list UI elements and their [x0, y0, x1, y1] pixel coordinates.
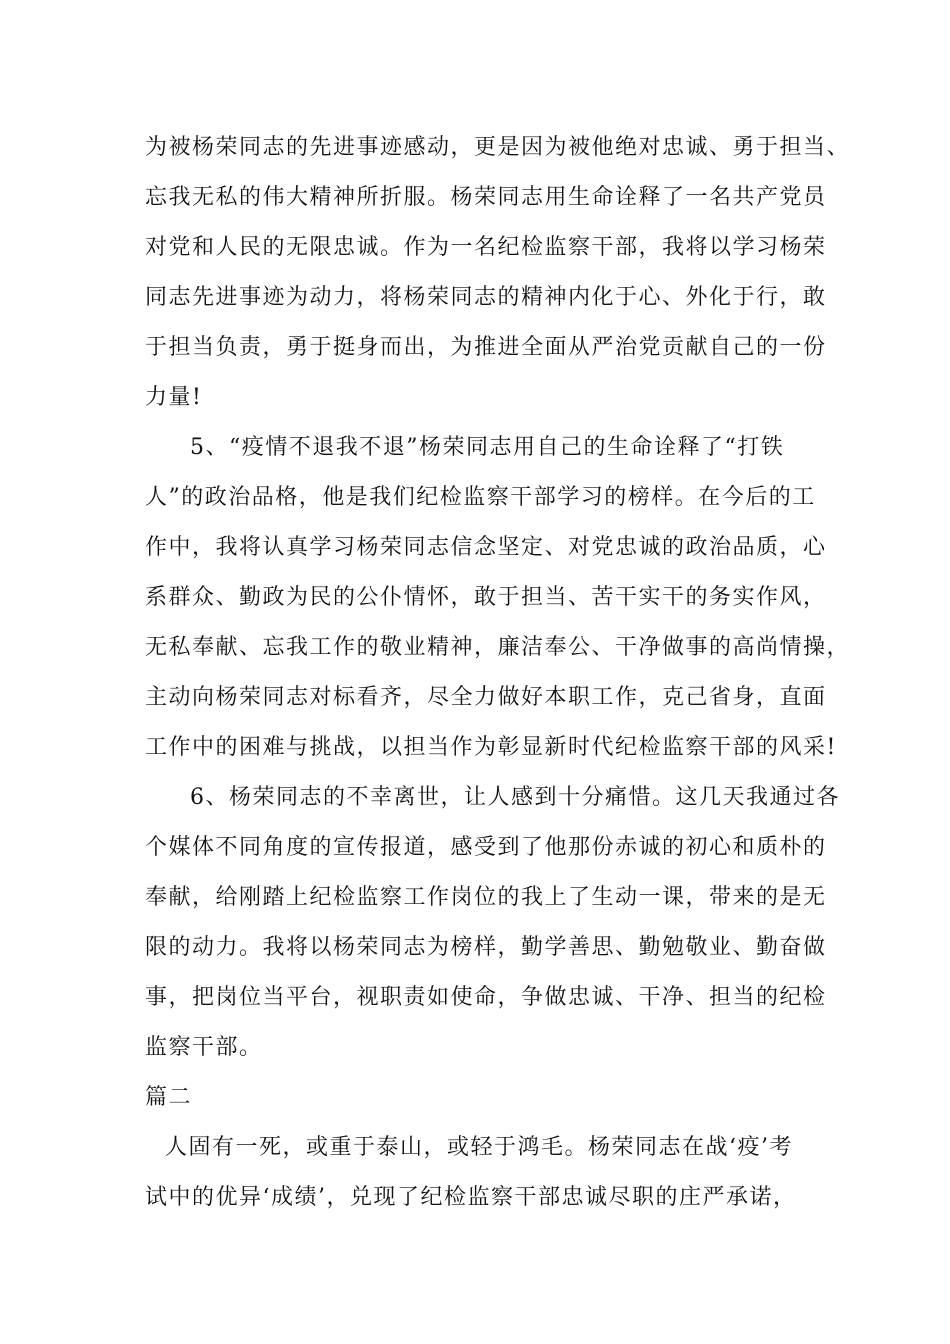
text-line: 作中，我将认真学习杨荣同志信念坚定、对党忠诚的政治品质，心	[145, 535, 827, 560]
text-line: 事，把岗位当平台，视职责如使命，争做忠诚、干净、担当的纪检	[145, 985, 827, 1010]
text-line: 力量!	[145, 385, 203, 410]
text-line: 监察干部。	[145, 1035, 263, 1060]
text-line: 奉献，给刚踏上纪检监察工作岗位的我上了生动一课，带来的是无	[145, 885, 827, 910]
text-line: 为被杨荣同志的先进事迹感动，更是因为被他绝对忠诚、勇于担当、	[145, 135, 851, 160]
text-line: 于担当负责，勇于挺身而出，为推进全面从严治党贡献自己的一份	[145, 335, 827, 360]
section-heading: 篇二	[145, 1085, 193, 1110]
text-line: 主动向杨荣同志对标看齐，尽全力做好本职工作，克己省身，直面	[145, 685, 827, 710]
paragraph-6-start: 6、杨荣同志的不幸离世，让人感到十分痛惜。这几天我通过各	[190, 785, 840, 810]
paragraph-5-start: 5、“疫情不退我不退”杨荣同志用自己的生命诠释了“打铁	[190, 435, 785, 460]
text-line: 工作中的困难与挑战，以担当作为彰显新时代纪检监察干部的风采!	[145, 735, 837, 760]
text-line: 无私奉献、忘我工作的敬业精神，廉洁奉公、干净做事的高尚情操，	[145, 635, 851, 660]
text-line: 人”的政治品格，他是我们纪检监察干部学习的榜样。在今后的工	[145, 485, 816, 510]
text-line: 个媒体不同角度的宣传报道，感受到了他那份赤诚的初心和质朴的	[145, 835, 827, 860]
text-line: 同志先进事迹为动力，将杨荣同志的精神内化于心、外化于行，敢	[145, 285, 827, 310]
text-line: 限的动力。我将以杨荣同志为榜样，勤学善思、勤勉敬业、勤奋做	[145, 935, 827, 960]
section-2-paragraph-start: 人固有一死，或重于泰山，或轻于鸿毛。杨荣同志在战‘疫’考	[165, 1135, 793, 1160]
text-line: 忘我无私的伟大精神所折服。杨荣同志用生命诠释了一名共产党员	[145, 185, 827, 210]
text-line: 对党和人民的无限忠诚。作为一名纪检监察干部，我将以学习杨荣	[145, 235, 827, 260]
text-line: 系群众、勤政为民的公仆情怀，敢于担当、苦干实干的务实作风，	[145, 585, 827, 610]
text-line: 试中的优异‘成绩’，兑现了纪检监察干部忠诚尽职的庄严承诺，	[145, 1185, 797, 1210]
